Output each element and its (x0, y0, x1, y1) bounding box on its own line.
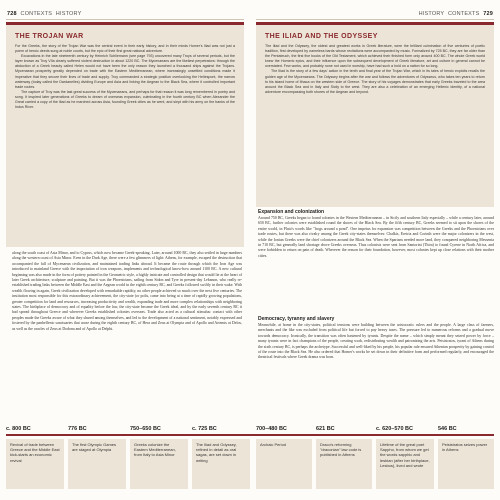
timeline-date: c. 620–570 BC (376, 426, 413, 432)
expansion-text: Around 750 BC, Greeks began to found colonies in the Western Mediterranean – in Sicily and southern Italy especially – while a century later, around 650 BC, further colonies were established round the shores of the Black Sea. By the fifth century BC, Greeks seemed to sit upon the shores of the entire world, in Plato's words like "frogs around a pond". One impetus for expansion was competition between the Greeks and the Phoenicians over trade routes, but there was also rivalry among the Greek city-states themselves: Chalkis, Eretria and Corinth were the major colonizers in the west, while the Ionian Greeks were the chief colonizers around the Black Sea. When the Spartans needed more land, they conquered neighboring Messenia in 710 BC, but generally land shortage drove Greeks overseas. Thus colonists were sent from Santorini (Thira) to found Cyrene in North Africa, and were forbidden to return on pain of death. Wherever the reason for their foundation, however, most colonies kept up close relations with their mother cities. (258, 216, 494, 258)
timeline-event: The Iliad and Odyssey, refined in detail as oral sagas, are set down in writing (192, 439, 250, 489)
timeline-rule (6, 434, 494, 436)
trojan-war-paragraph: The capture of Troy was the last great success of the Mycenaeans, and perhaps for that reason it was long remembered in poetry and song. It inspired later generations of Greeks to dream of overseas expansion, culminating in the fourth century BC when Alexander the Great carried a copy of the Iliad as he marched across Asia, founding Greek cities as he went, and slept with his army on the banks of the Indus River. (15, 89, 235, 110)
trojan-war-title: THE TROJAN WAR (15, 33, 84, 40)
timeline-date: 776 BC (68, 426, 87, 432)
trojan-war-paragraph: Excavations in the late nineteenth century by Heinrich Schliemann (see page 793) uncovered many Troys of several periods, but the layer known as Troy VIIa clearly suffered violent destruction in about 1220 BC. The Mycenaeans are the likeliest perpetrators: through the abduction of a Greek beauty called Helen would not have been the only reason they launched a thousand ships against the Trojans. Mycenaean prosperity greatly depended on trade with the Eastern Mediterranean, where increasingly unsettled conditions made it imperative that they secure their lines of trade and supply. Troy commanded a strategic position overlooking the Hellespont, the narrow waterway (today called the Dardanelles) dividing Europe and Asia and linking the Aegean to the Black Sea, where it controlled important trade routes. (15, 54, 235, 89)
trojan-war-panel (6, 22, 244, 247)
left-page-number: 728 (7, 11, 17, 17)
expansion-heading: Expansion and colonization (258, 209, 325, 215)
left-section-label: CONTEXTS (20, 11, 53, 17)
left-sub-label: HISTORY (55, 11, 82, 17)
democracy-text: Meanwhile, at home in the city-states, political tensions were building between the aristocratic rulers and the people. A large class of farmers, merchants and the like was excluded from political life but forced to pay heavy taxes. The pressure led to numerous reforms and a gradual move towards democracy. Ironically, the transition was often hastened by tyrants. Despite the name – which simply meant they seized power by force – many tyrants were in fact champions of the people, creating work, redistributing wealth and patronizing the arts. Peisistratos, tyrant of Athens during the sixth century BC, is perhaps the archetype. Successful and well-liked by his people, his popular rule ensured Athenian prosperity by gaining control of the route into the Black Sea. He also ordered that Homer's works be set down in their definitive form and performed regularly, and encouraged the theatrical festivals where Greek drama was born. (258, 323, 494, 360)
iliad-odyssey-title: THE ILIAD AND THE ODYSSEY (265, 33, 378, 40)
timeline (6, 426, 494, 500)
timeline-event: Draco's reforming "draconian" law code is published in Athens (316, 439, 372, 489)
timeline-date: c. 725 BC (192, 426, 217, 432)
timeline-event: Lifetime of the great poet Sappho, from whom we get the words sapphic and lesbian (after her birthplace, Lesbos), lived and wrote (376, 439, 434, 489)
timeline-date: 546 BC (438, 426, 457, 432)
timeline-event: Peisistratos seizes power in Athens (438, 439, 494, 489)
timeline-event: The first Olympic Games are staged at Olympia (68, 439, 126, 489)
democracy-heading: Democracy, tyranny and slavery (258, 316, 335, 322)
timeline-date: 700–480 BC (256, 426, 287, 432)
timeline-date: 750–650 BC (130, 426, 161, 432)
timeline-event: Revival of trade between Greece and the Middle East kick-starts an economic revival (6, 439, 64, 489)
right-header-rule (256, 19, 494, 20)
left-header-rule (6, 19, 244, 20)
iliad-odyssey-paragraph: The Iliad is the story of a few days' action in the tenth and final year of the Trojan War, which in its tales of heroic exploits recalls the golden age of the Mycenaeans. The Odyssey begins after the war and follows the adventures of Odysseus, who takes ten years to return to his island home of Ithaca on the western side of Greece. The story of his voyages demonstrates that early Greeks traveled to the area around the Black Sea and in Italy and Sicily to the west. They are also a celebration of an emerging Hellenic identity, of a national adventure encompassing both shores of the Aegean and beyond. (265, 69, 485, 94)
iliad-odyssey-panel (256, 22, 494, 207)
iliad-odyssey-paragraph: The Iliad and the Odyssey, the oldest and greatest works in Greek literature, were the brilliant culmination of five centuries of poetic tradition, first developed by nameless bards whose recitations were accompanied by music. Formalized by 725 BC, they are far older than the Pentateuch, the first five books of the Old Testament, which achieved their finished form only around 400 BC. The whole Greek world knew the Homeric epics, and their influence upon the subsequent development of Greek literature, art and culture in general cannot be overstated. Few works, and probably none not used in worship, have had such a hold on a nation for so long. (265, 44, 485, 69)
right-running-header (419, 11, 493, 17)
right-section-label: HISTORY (418, 11, 445, 17)
right-page-number: 729 (483, 11, 493, 17)
timeline-date: c. 800 BC (6, 426, 31, 432)
trojan-war-paragraph: For the Greeks, the story of the Trojan War was the central event in their early history, and in their minds Homer's Iliad was not just a poem of heroic deeds sung at noble courts, but the epic of their first great national adventure. (15, 44, 235, 54)
timeline-event: Archaic Period (256, 439, 312, 489)
right-sub-label: CONTEXTS (447, 11, 480, 17)
timeline-event: Greeks colonize the Eastern Mediterranean, from Italy to Asia Minor (130, 439, 188, 489)
main-body-text: along the south coast of Asia Minor, and to Cyprus, which now became Greek-speaking. Later, around 1000 BC, they also settled in large numbers along the western coast of Asia Minor. Even in the Dark Age, there were a few glimmers of light: Athens, for example, escaped the destruction that accompanied the fall of Mycenaean civilization, and maintained trading links abroad. It became the route through which the Iron Age was introduced to mainland Greece with the importation of iron weapons, implements and technological know-how around 1100 BC. A new cultural beginning was also made in the form of pottery painted in the Geometric style, a highly intricate and controlled design that would lie at the heart of later Greek architecture, sculpture and painting. But it was the Phoenicians, sailing from Sidon and Tyre in present-day Lebanon, who really re-established trading links between the Middle East and the Aegean world in the eighth century BC, and Greeks followed swiftly in their wake. With wealth flowing in again, Greek civilization developed with remarkable rapidity, no other people achieved so much over the next five centuries. The institution most responsible for this extraordinary achievement, the city-state (or polis, came into being at a time of rapidly growing populations, greater competition for land and resources, increasing productivity and wealth, expanding trade and more complex relationships with neighboring states. The birthplace of democracy and of equality before the law, the city-state became the Greek ideal, and by the early seventh century BC it had spread throughout Greece and wherever Greeks established colonies overseas. Trade also acted as a cultural stimulus: contact with other peoples made the Greeks aware of what they shared among themselves, and led to the development of a national sentiment, notably expressed and fostered by the panhellenic sanctuaries that arose during the eighth century BC, of Hera and Zeus at Olympia and of Apollo and Artemis at Delos, as well as the oracles of Zeus at Dodona and of Apollo at Delphi. (12, 251, 242, 331)
timeline-date: 621 BC (316, 426, 335, 432)
left-running-header (7, 11, 81, 17)
